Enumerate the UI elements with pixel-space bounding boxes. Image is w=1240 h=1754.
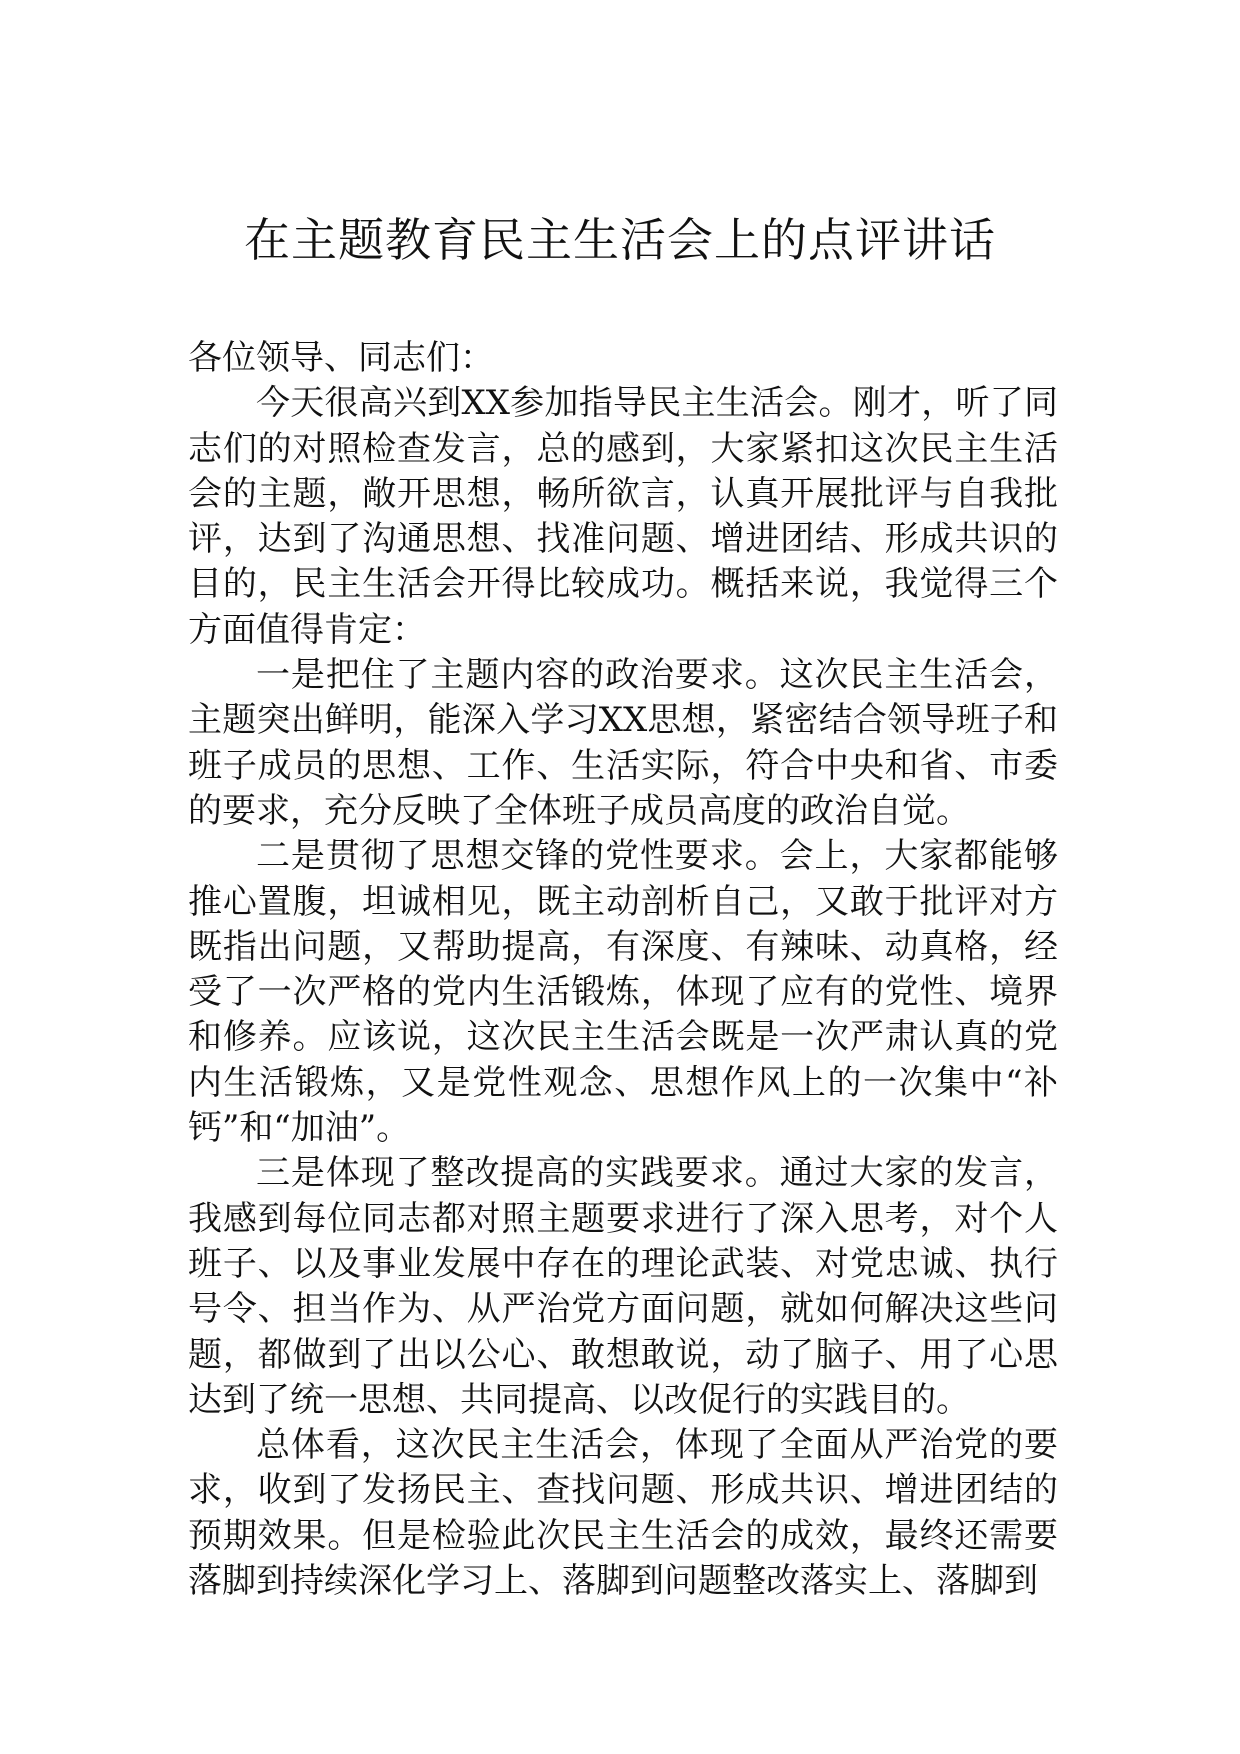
paragraph-summary: 总体看，这次民主生活会，体现了全面从严治党的要求，收到了发扬民主、查找问题、形成共识、增进团结的预期效果。但是检验此次民主生活会的成效，最终还需要落脚到持续深化学习上、落脚到问题整改落实上、落脚到 <box>188 1425 1058 1602</box>
document-body <box>188 336 1058 1604</box>
salutation: 各位领导、同志们： <box>188 338 494 378</box>
paragraph-point-three: 三是体现了整改提高的实践要求。通过大家的发言，我感到每位同志都对照主题要求进行了深入思考，对个人班子、以及事业发展中存在的理论武装、对党忠诚、执行号令、担当作为、从严治党方面问题，就如何解决这些问题，都做到了出以公心、敢想敢说，动了脑子、用了心思达到了统一思想、共同提高、以改促行的实践目的。 <box>188 1153 1058 1420</box>
paragraph-point-two: 二是贯彻了思想交锋的党性要求。会上，大家都能够推心置腹，坦诚相见，既主动剖析自己，又敢于批评对方既指出问题，又帮助提高，有深度、有辣味、动真格，经受了一次严格的党内生活锻炼，体现了应有的党性、境界和修养。应该说，这次民主生活会既是一次严肃认真的党内生活锻炼，又是党性观念、思想作风上的一次集中“补钙”和“加油”。 <box>188 836 1058 1149</box>
paragraph-point-one: 一是把住了主题内容的政治要求。这次民主生活会，主题突出鲜明，能深入学习XX思想，紧密结合领导班子和班子成员的思想、工作、生活实际，符合中央和省、市委的要求，充分反映了全体班子成员高度的政治自觉。 <box>188 655 1058 831</box>
paragraph-intro: 今天很高兴到XX参加指导民主生活会。刚才，听了同志们的对照检查发言，总的感到，大家紧扣这次民主生活会的主题，敞开思想，畅所欲言，认真开展批评与自我批评，达到了沟通思想、找准问题、增进团结、形成共识的目的，民主生活会开得比较成功。概括来说，我觉得三个方面值得肯定： <box>188 383 1058 650</box>
document-title: 在主题教育民主生活会上的点评讲话 <box>244 213 996 267</box>
